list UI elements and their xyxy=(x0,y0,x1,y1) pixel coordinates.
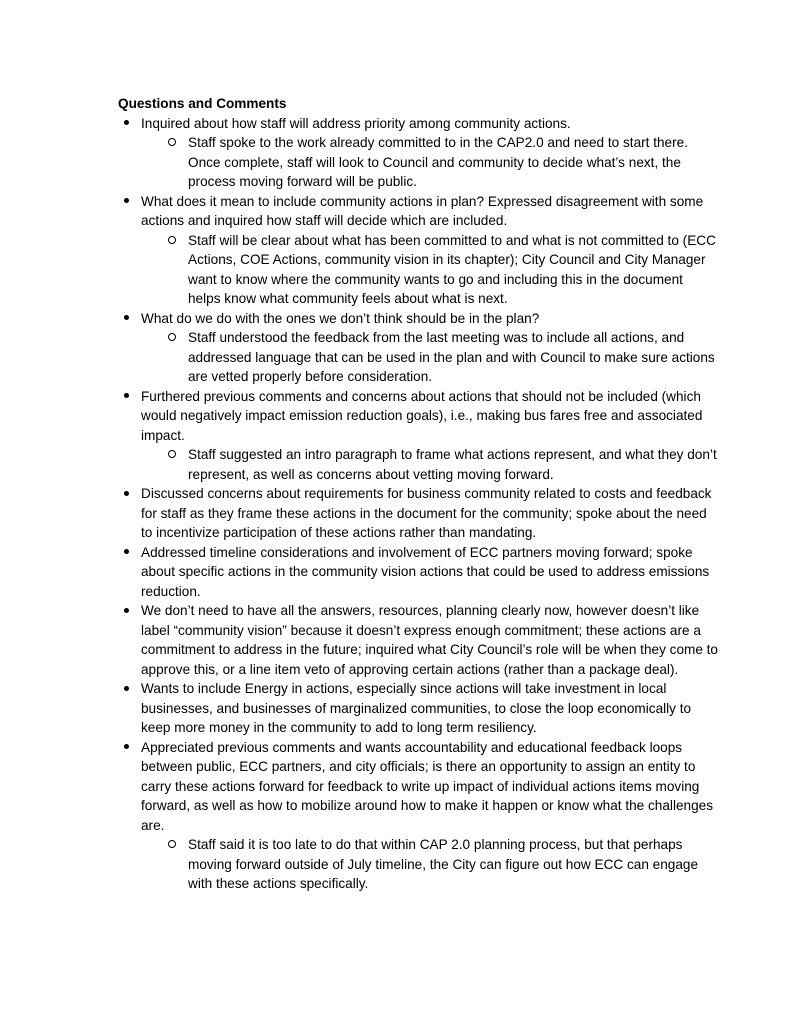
hollow-bullet-icon xyxy=(165,133,179,153)
list-item xyxy=(118,679,718,738)
sub-list-item xyxy=(141,133,718,192)
sub-item-text: Staff spoke to the work already committed to in the CAP2.0 and need to start there. Once complete, staff will look to Council and community to decide what’s next, the process moving forward will be public. xyxy=(188,135,688,189)
sub-list-item xyxy=(141,328,718,387)
list-item xyxy=(118,309,718,387)
sub-list xyxy=(141,328,718,387)
item-text: Appreciated previous comments and wants accountability and educational feedback loops between public, ECC partners, and city officials; is there an opportunity to assign an entity to carry these actions forward for feedback to write up impact of individual actions items moving forward, as well as how to mobilize around how to make it happen or know what the challenges are. xyxy=(141,739,714,833)
hollow-bullet-icon xyxy=(165,328,179,348)
list-item xyxy=(118,738,718,894)
list-item xyxy=(118,387,718,485)
list-item xyxy=(118,543,718,602)
list-item xyxy=(118,192,718,309)
sub-list xyxy=(141,445,718,484)
bullet-icon xyxy=(119,387,133,407)
sub-item-text: Staff said it is too late to do that within CAP 2.0 planning process, but that perhaps moving forward outside of July timeline, the City can figure out how ECC can engage with these actions specifically. xyxy=(188,837,699,891)
sub-item-text: Staff suggested an intro paragraph to frame what actions represent, and what they don’t represent, as well as concerns about vetting moving forward. xyxy=(188,447,717,482)
bullet-icon xyxy=(119,543,133,563)
sub-list xyxy=(141,231,718,309)
item-text: Addressed timeline considerations and involvement of ECC partners moving forward; spoke about specific actions in the community vision actions that could be used to address emissions reduction. xyxy=(141,544,710,599)
item-text: Discussed concerns about requirements for business community related to costs and feedback for staff as they frame these actions in the document for the community; spoke about the need to incentivize participation of these actions rather than mandating. xyxy=(141,486,712,540)
item-text: What do we do with the ones we don’t think should be in the plan? xyxy=(141,310,540,326)
hollow-bullet-icon xyxy=(165,445,179,465)
hollow-bullet-icon xyxy=(165,231,179,251)
sub-item-text: Staff will be clear about what has been committed to and what is not committed to (ECC Actions, COE Actions, community vision in its chapter); City Council and City Manager want to know where the community wants to go and including this in the document helps know what community feels about what is next. xyxy=(188,232,716,306)
sub-item-text: Staff understood the feedback from the last meeting was to include all actions, and addressed language that can be used in the plan and with Council to make sure actions are vetted properly before consideration. xyxy=(188,330,715,384)
section-heading: Questions and Comments xyxy=(118,96,287,111)
item-text: What does it mean to include community actions in plan? Expressed disagreement with some actions and inquired how staff will decide which are included. xyxy=(141,193,704,228)
list-item xyxy=(118,601,718,679)
bullet-icon xyxy=(119,192,133,212)
sub-list-item xyxy=(141,231,718,309)
sub-list xyxy=(141,133,718,192)
list-item xyxy=(118,114,718,192)
bullet-icon xyxy=(119,309,133,329)
bullet-icon xyxy=(119,679,133,699)
item-text: Inquired about how staff will address priority among community actions. xyxy=(141,115,571,131)
bullet-icon xyxy=(119,738,133,758)
sub-list-item xyxy=(141,835,718,894)
comment-list xyxy=(118,114,718,894)
item-text: Wants to include Energy in actions, especially since actions will take investment in local businesses, and businesses of marginalized communities, to close the loop economically to keep more money in the community to add to long term resiliency. xyxy=(141,681,692,735)
bullet-icon xyxy=(119,601,133,621)
sub-list xyxy=(141,835,718,894)
item-text: We don’t need to have all the answers, resources, planning clearly now, however doesn’t like label “community vision” because it doesn’t express enough commitment; these actions are a commitment to address in the future; inquired what City Council’s role will be when they come to approve this, or a line item veto of approving certain actions (rather than a package deal). xyxy=(141,603,718,677)
bullet-icon xyxy=(119,484,133,504)
hollow-bullet-icon xyxy=(165,835,179,855)
sub-list-item xyxy=(141,445,718,484)
document-page xyxy=(118,94,718,894)
bullet-icon xyxy=(119,114,133,134)
item-text: Furthered previous comments and concerns about actions that should not be included (which would negatively impact emission reduction goals), i.e., making bus fares free and associated impact. xyxy=(141,388,703,443)
list-item xyxy=(118,484,718,543)
